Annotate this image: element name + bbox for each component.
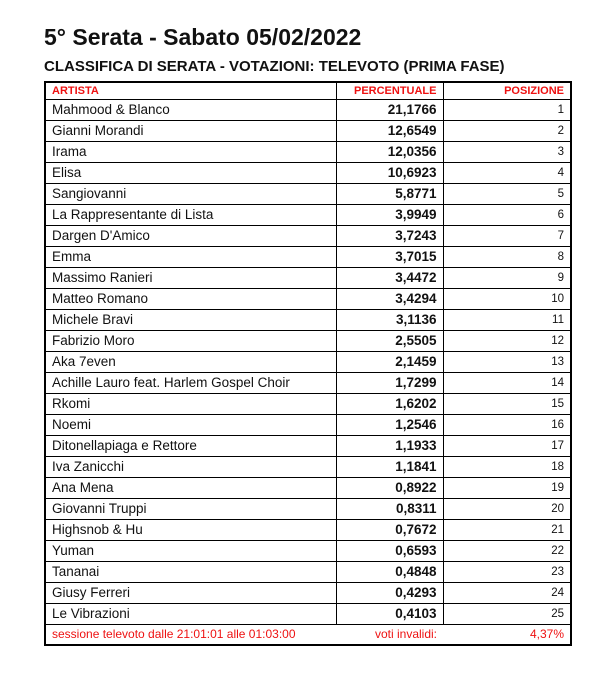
cell-artista: Noemi	[45, 415, 336, 436]
cell-percentuale: 0,4103	[336, 604, 443, 625]
cell-percentuale: 12,0356	[336, 142, 443, 163]
footer-session-text: sessione televoto dalle 21:01:01 alle 01:03:00	[45, 625, 336, 646]
table-row	[45, 436, 571, 457]
footer-invalid-value: 4,37%	[443, 625, 571, 646]
column-header-artista: ARTISTA	[45, 82, 336, 100]
cell-percentuale: 0,8311	[336, 499, 443, 520]
cell-posizione: 14	[443, 373, 571, 394]
table-row	[45, 289, 571, 310]
cell-artista: Achille Lauro feat. Harlem Gospel Choir	[45, 373, 336, 394]
cell-percentuale: 0,6593	[336, 541, 443, 562]
cell-percentuale: 0,7672	[336, 520, 443, 541]
table-row	[45, 541, 571, 562]
table-row	[45, 163, 571, 184]
cell-posizione: 15	[443, 394, 571, 415]
cell-percentuale: 2,1459	[336, 352, 443, 373]
cell-posizione: 6	[443, 205, 571, 226]
cell-artista: Emma	[45, 247, 336, 268]
cell-percentuale: 0,4293	[336, 583, 443, 604]
page-subtitle: CLASSIFICA DI SERATA - VOTAZIONI: TELEVOTO (PRIMA FASE)	[44, 58, 505, 75]
cell-posizione: 12	[443, 331, 571, 352]
table-row	[45, 562, 571, 583]
cell-posizione: 13	[443, 352, 571, 373]
cell-posizione: 10	[443, 289, 571, 310]
column-header-percentuale: PERCENTUALE	[336, 82, 443, 100]
table-row	[45, 583, 571, 604]
table-row	[45, 247, 571, 268]
cell-posizione: 4	[443, 163, 571, 184]
cell-artista: Dargen D'Amico	[45, 226, 336, 247]
table-row	[45, 331, 571, 352]
cell-posizione: 25	[443, 604, 571, 625]
cell-posizione: 1	[443, 100, 571, 121]
cell-posizione: 21	[443, 520, 571, 541]
table-row	[45, 478, 571, 499]
cell-posizione: 7	[443, 226, 571, 247]
cell-artista: Gianni Morandi	[45, 121, 336, 142]
cell-artista: Fabrizio Moro	[45, 331, 336, 352]
page-title: 5° Serata - Sabato 05/02/2022	[44, 24, 362, 50]
table-row	[45, 100, 571, 121]
cell-percentuale: 3,7243	[336, 226, 443, 247]
table-row	[45, 184, 571, 205]
cell-artista: Giovanni Truppi	[45, 499, 336, 520]
table-row	[45, 205, 571, 226]
table-row	[45, 457, 571, 478]
cell-percentuale: 3,1136	[336, 310, 443, 331]
cell-artista: La Rappresentante di Lista	[45, 205, 336, 226]
cell-posizione: 16	[443, 415, 571, 436]
table-row	[45, 499, 571, 520]
cell-artista: Giusy Ferreri	[45, 583, 336, 604]
cell-posizione: 5	[443, 184, 571, 205]
table-row	[45, 352, 571, 373]
cell-percentuale: 0,8922	[336, 478, 443, 499]
cell-artista: Michele Bravi	[45, 310, 336, 331]
cell-percentuale: 5,8771	[336, 184, 443, 205]
cell-posizione: 19	[443, 478, 571, 499]
cell-artista: Highsnob & Hu	[45, 520, 336, 541]
cell-artista: Iva Zanicchi	[45, 457, 336, 478]
table-row	[45, 415, 571, 436]
cell-percentuale: 1,6202	[336, 394, 443, 415]
cell-percentuale: 3,9949	[336, 205, 443, 226]
table-row	[45, 520, 571, 541]
table-row	[45, 310, 571, 331]
cell-artista: Matteo Romano	[45, 289, 336, 310]
results-table	[44, 81, 572, 646]
cell-posizione: 2	[443, 121, 571, 142]
cell-percentuale: 3,4472	[336, 268, 443, 289]
cell-artista: Sangiovanni	[45, 184, 336, 205]
cell-posizione: 22	[443, 541, 571, 562]
cell-posizione: 20	[443, 499, 571, 520]
cell-percentuale: 21,1766	[336, 100, 443, 121]
cell-posizione: 17	[443, 436, 571, 457]
cell-posizione: 11	[443, 310, 571, 331]
cell-artista: Tananai	[45, 562, 336, 583]
cell-posizione: 23	[443, 562, 571, 583]
footer-invalid-label: voti invalidi:	[336, 625, 443, 646]
table-row	[45, 373, 571, 394]
table-footer-row	[45, 625, 571, 646]
cell-percentuale: 3,7015	[336, 247, 443, 268]
table-body	[45, 100, 571, 625]
table-row	[45, 121, 571, 142]
cell-posizione: 24	[443, 583, 571, 604]
cell-artista: Aka 7even	[45, 352, 336, 373]
cell-posizione: 3	[443, 142, 571, 163]
cell-percentuale: 1,1933	[336, 436, 443, 457]
table-row	[45, 142, 571, 163]
cell-artista: Mahmood & Blanco	[45, 100, 336, 121]
cell-artista: Ditonellapiaga e Rettore	[45, 436, 336, 457]
cell-artista: Le Vibrazioni	[45, 604, 336, 625]
cell-artista: Rkomi	[45, 394, 336, 415]
cell-artista: Irama	[45, 142, 336, 163]
cell-artista: Massimo Ranieri	[45, 268, 336, 289]
cell-percentuale: 10,6923	[336, 163, 443, 184]
table-row	[45, 604, 571, 625]
cell-percentuale: 1,7299	[336, 373, 443, 394]
cell-artista: Yuman	[45, 541, 336, 562]
cell-artista: Elisa	[45, 163, 336, 184]
table-header-row	[45, 82, 571, 100]
table-row	[45, 394, 571, 415]
cell-percentuale: 2,5505	[336, 331, 443, 352]
cell-percentuale: 3,4294	[336, 289, 443, 310]
cell-artista: Ana Mena	[45, 478, 336, 499]
table-row	[45, 226, 571, 247]
cell-percentuale: 0,4848	[336, 562, 443, 583]
table-row	[45, 268, 571, 289]
cell-percentuale: 1,1841	[336, 457, 443, 478]
cell-percentuale: 12,6549	[336, 121, 443, 142]
cell-posizione: 18	[443, 457, 571, 478]
column-header-posizione: POSIZIONE	[443, 82, 571, 100]
cell-posizione: 8	[443, 247, 571, 268]
cell-percentuale: 1,2546	[336, 415, 443, 436]
cell-posizione: 9	[443, 268, 571, 289]
